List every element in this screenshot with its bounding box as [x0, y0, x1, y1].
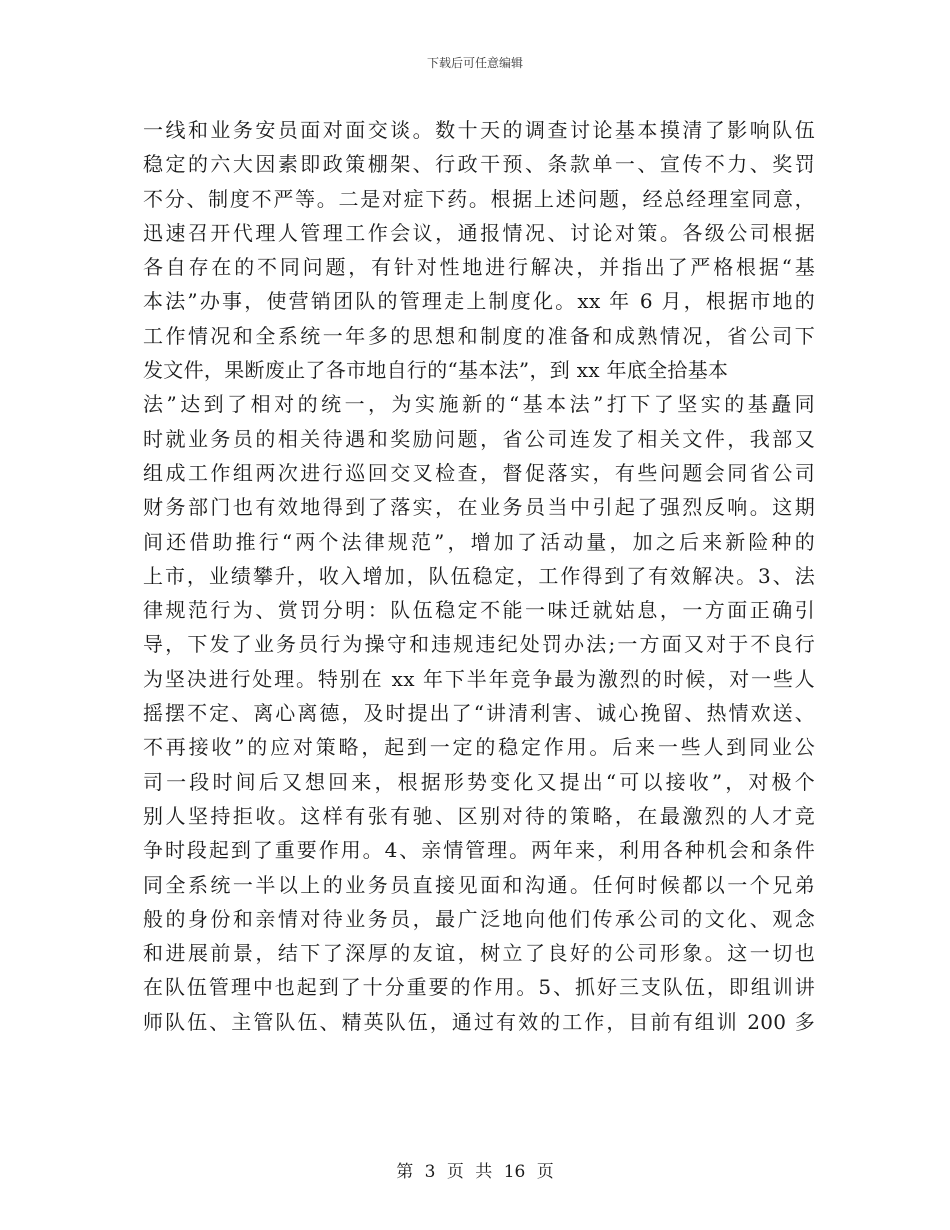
text-line: 为坚决进行处理。特别在 xx 年下半年竞争最为激烈的时候，对一些人	[143, 666, 815, 691]
text-line: 财务部门也有效地得到了落实，在业务员当中引起了强烈反响。这期	[143, 495, 815, 520]
text-line: 不分、制度不严等。二是对症下药。根据上述问题，经总经理室同意，	[143, 186, 815, 211]
text-line: 在队伍管理中也起到了十分重要的作用。5、抓好三支队伍，即组训讲	[143, 975, 815, 1000]
text-line: 般的身份和亲情对待业务员，最广泛地向他们传承公司的文化、观念	[143, 906, 815, 931]
text-line: 摇摆不定、离心离德，及时提出了“讲清利害、诚心挽留、热情欢送、	[143, 701, 815, 726]
text-line: 间还借助推行“两个法律规范”，增加了活动量，加之后来新险种的	[143, 529, 815, 554]
page-number: 第 3 页 共 16 页	[396, 1162, 554, 1182]
text-line: 师队伍、主管队伍、精英队伍，通过有效的工作，目前有组训 200 多	[143, 1009, 815, 1034]
text-line: 导，下发了业务员行为操守和违规违纪处罚办法;一方面又对于不良行	[143, 632, 815, 657]
text-line: 律规范行为、赏罚分明：队伍稳定不能一味迁就姑息，一方面正确引	[143, 598, 815, 623]
text-line: 司一段时间后又想回来，根据形势变化又提出“可以接收”，对极个	[143, 769, 815, 794]
text-line: 争时段起到了重要作用。4、亲情管理。两年来，利用各种机会和条件	[143, 838, 815, 863]
page-header: 下载后可任意编辑	[426, 56, 523, 70]
text-line: 本法”办事，使营销团队的管理走上制度化。xx 年 6 月，根据市地的	[143, 289, 815, 314]
text-line: 上市，业绩攀升，收入增加，队伍稳定，工作得到了有效解决。3、法	[143, 563, 815, 588]
text-line: 和进展前景，结下了深厚的友谊，树立了良好的公司形象。这一切也	[143, 941, 815, 966]
text-line: 迅速召开代理人管理工作会议，通报情况、讨论对策。各级公司根据	[143, 220, 815, 245]
text-line: 各自存在的不同问题，有针对性地进行解决，并指出了严格根据“基	[143, 255, 815, 280]
text-line: 时就业务员的相关待遇和奖励问题，省公司连发了相关文件，我部又	[143, 426, 815, 451]
text-line: 不再接收”的应对策略，起到一定的稳定作用。后来一些人到同业公	[143, 735, 815, 760]
text-line: 组成工作组两次进行巡回交叉检查，督促落实，有些问题会同省公司	[143, 460, 815, 485]
text-line: 法”达到了相对的统一，为实施新的“基本法”打下了坚实的基矗同	[143, 392, 815, 417]
document-body	[143, 113, 815, 1039]
text-line: 工作情况和全系统一年多的思想和制度的准备和成熟情况，省公司下	[143, 323, 815, 348]
text-line: 同全系统一半以上的业务员直接见面和沟通。任何时候都以一个兄弟	[143, 872, 815, 897]
text-line: 别人坚持拒收。这样有张有驰、区别对待的策略，在最激烈的人才竞	[143, 803, 815, 828]
text-line: 一线和业务安员面对面交谈。数十天的调查讨论基本摸清了影响队伍	[143, 118, 815, 142]
text-line: 发文件，果断废止了各市地自行的“基本法”，到 xx 年底全拾基本	[143, 358, 729, 383]
text-line: 稳定的六大因素即政策棚架、行政干预、条款单一、宣传不力、奖罚	[143, 152, 815, 177]
